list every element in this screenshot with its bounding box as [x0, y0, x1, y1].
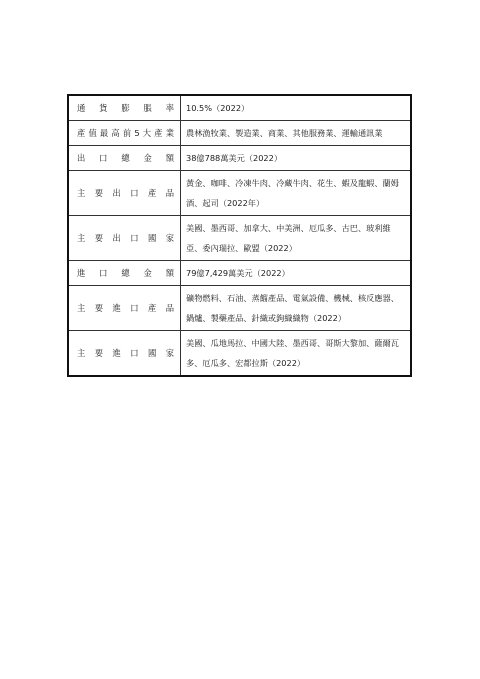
table-row — [68, 331, 411, 377]
table-row — [68, 261, 411, 286]
row-value-main-import-products: 礦物燃料、石油、蒸餾產品、電氣設備、機械、核反應器、鍋爐、製藥產品、針織或鉤織織物（2022） — [181, 286, 412, 331]
row-value-main-export-countries: 美國、墨西哥、加拿大、中美洲、厄瓜多、古巴、玻利維亞、委內瑞拉、歐盟（2022） — [181, 216, 412, 261]
row-value-main-import-countries: 美國、瓜地馬拉、中國大陸、墨西哥、哥斯大黎加、薩爾瓦多、厄瓜多、宏都拉斯（2022） — [181, 331, 412, 377]
row-value-inflation: 10.5%（2022） — [181, 95, 412, 121]
table-row — [68, 216, 411, 261]
row-value-top-industries: 農林漁牧業、製造業、商業、其他服務業、運輸通訊業 — [181, 121, 412, 146]
row-label-main-import-products: 主 要 進 口 產 品 — [68, 286, 181, 331]
row-label-inflation: 通 貨 膨 脹 率 — [68, 95, 181, 121]
row-label-top-industries: 產值最高前5大產業 — [68, 121, 181, 146]
row-value-export-total: 38億788萬美元（2022） — [181, 146, 412, 171]
row-value-main-export-products: 黃金、咖啡、冷凍牛肉、冷藏牛肉、花生、蝦及龍蝦、蘭姆酒、起司（2022年） — [181, 171, 412, 216]
table-row — [68, 171, 411, 216]
economic-data-table — [67, 94, 412, 377]
row-label-import-total: 進 口 總 金 額 — [68, 261, 181, 286]
table-row — [68, 121, 411, 146]
row-label-main-export-countries: 主 要 出 口 國 家 — [68, 216, 181, 261]
table-row — [68, 286, 411, 331]
table-row — [68, 95, 411, 121]
row-value-import-total: 79億7,429萬美元（2022） — [181, 261, 412, 286]
row-label-export-total: 出 口 總 金 額 — [68, 146, 181, 171]
table-row — [68, 146, 411, 171]
row-label-main-export-products: 主 要 出 口 產 品 — [68, 171, 181, 216]
row-label-main-import-countries: 主 要 進 口 國 家 — [68, 331, 181, 377]
